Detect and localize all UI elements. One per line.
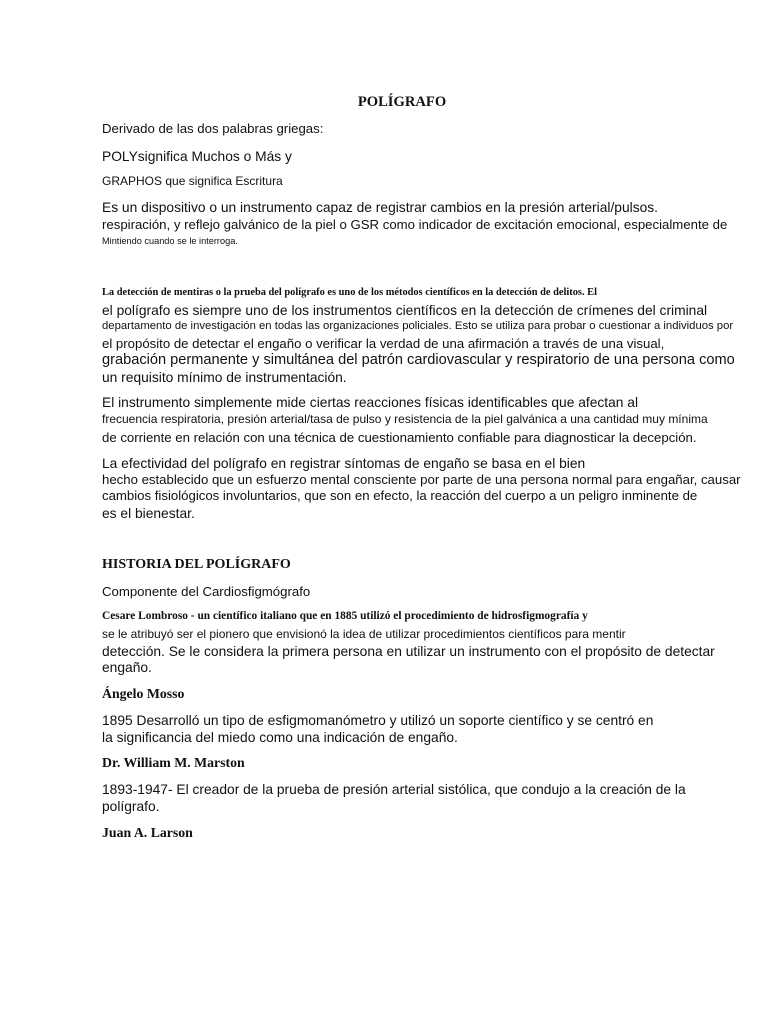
page-title: POLÍGRAFO [357, 94, 447, 110]
instrument-line-2: frecuencia respiratoria, presión arterial/tasa de pulso y resistencia de la piel galvánica a una cantidad muy mínima [102, 412, 708, 426]
detection-line-2: el polígrafo es siempre uno de los instrumentos científicos en la detección de crímenes del criminal [102, 303, 708, 318]
marston-line-2: polígrafo. [102, 799, 160, 814]
intro-line-1: Derivado de las dos palabras griegas: [102, 121, 324, 136]
detection-line-3: departamento de investigación en todas las organizaciones policiales. Esto se utiliza para probar o cuestionar a individuos por [102, 320, 734, 332]
effectiveness-line-1: La efectividad del polígrafo en registrar síntomas de engaño se basa en el bien [102, 456, 586, 471]
effectiveness-line-3: cambios fisiológicos involuntarios, que son en efecto, la reacción del cuerpo a un peligro inminente de [102, 488, 698, 503]
instrument-line-1: El instrumento simplemente mide ciertas reacciones físicas identificables que afectan al [102, 395, 639, 410]
definition-line-3: Mintiendo cuando se le interroga. [102, 236, 238, 246]
detection-line-1: La detección de mentiras o la prueba del polígrafo es uno de los métodos científicos en la detección de delitos. El [102, 287, 597, 298]
lombroso-line-4: engaño. [102, 660, 152, 675]
mosso-name: Ángelo Mosso [102, 686, 185, 701]
intro-line-3: GRAPHOS que significa Escritura [102, 174, 283, 188]
lombroso-line-3: detección. Se le considera la primera persona en utilizar un instrumento con el propósito de detectar [102, 644, 715, 659]
mosso-line-1: 1895 Desarrolló un tipo de esfigmomanómetro y utilizó un soporte científico y se centró en [102, 713, 654, 728]
effectiveness-line-2: hecho establecido que un esfuerzo mental consciente por parte de una persona normal para engañar, causar [102, 472, 741, 487]
detection-line-6: un requisito mínimo de instrumentación. [102, 370, 347, 385]
effectiveness-line-4: es el bienestar. [102, 506, 195, 521]
history-subheading: Componente del Cardiosfigmógrafo [102, 584, 311, 599]
instrument-line-3: de corriente en relación con una técnica de cuestionamiento confiable para diagnosticar la decepción. [102, 430, 697, 445]
larson-name: Juan A. Larson [102, 825, 193, 840]
detection-line-5: grabación permanente y simultánea del patrón cardiovascular y respiratorio de una persona como [102, 352, 735, 368]
detection-line-4: el propósito de detectar el engaño o verificar la verdad de una afirmación a través de una visual, [102, 336, 665, 351]
mosso-line-2: la significancia del miedo como una indicación de engaño. [102, 730, 458, 745]
marston-line-1: 1893-1947- El creador de la prueba de presión arterial sistólica, que condujo a la creación de la [102, 782, 686, 797]
intro-line-2: POLYsignifica Muchos o Más y [102, 149, 292, 164]
history-heading: HISTORIA DEL POLÍGRAFO [102, 557, 291, 572]
lombroso-line-1: Cesare Lombroso - un científico italiano que en 1885 utilizó el procedimiento de hidrosfigmografía y [102, 610, 588, 622]
definition-line-2: respiración, y reflejo galvánico de la piel o GSR como indicador de excitación emocional, especialmente de [102, 217, 728, 232]
definition-line-1: Es un dispositivo o un instrumento capaz de registrar cambios en la presión arterial/pulsos. [102, 200, 658, 215]
lombroso-line-2: se le atribuyó ser el pionero que envisionó la idea de utilizar procedimientos científicos para mentir [102, 627, 626, 641]
marston-name: Dr. William M. Marston [102, 755, 245, 770]
